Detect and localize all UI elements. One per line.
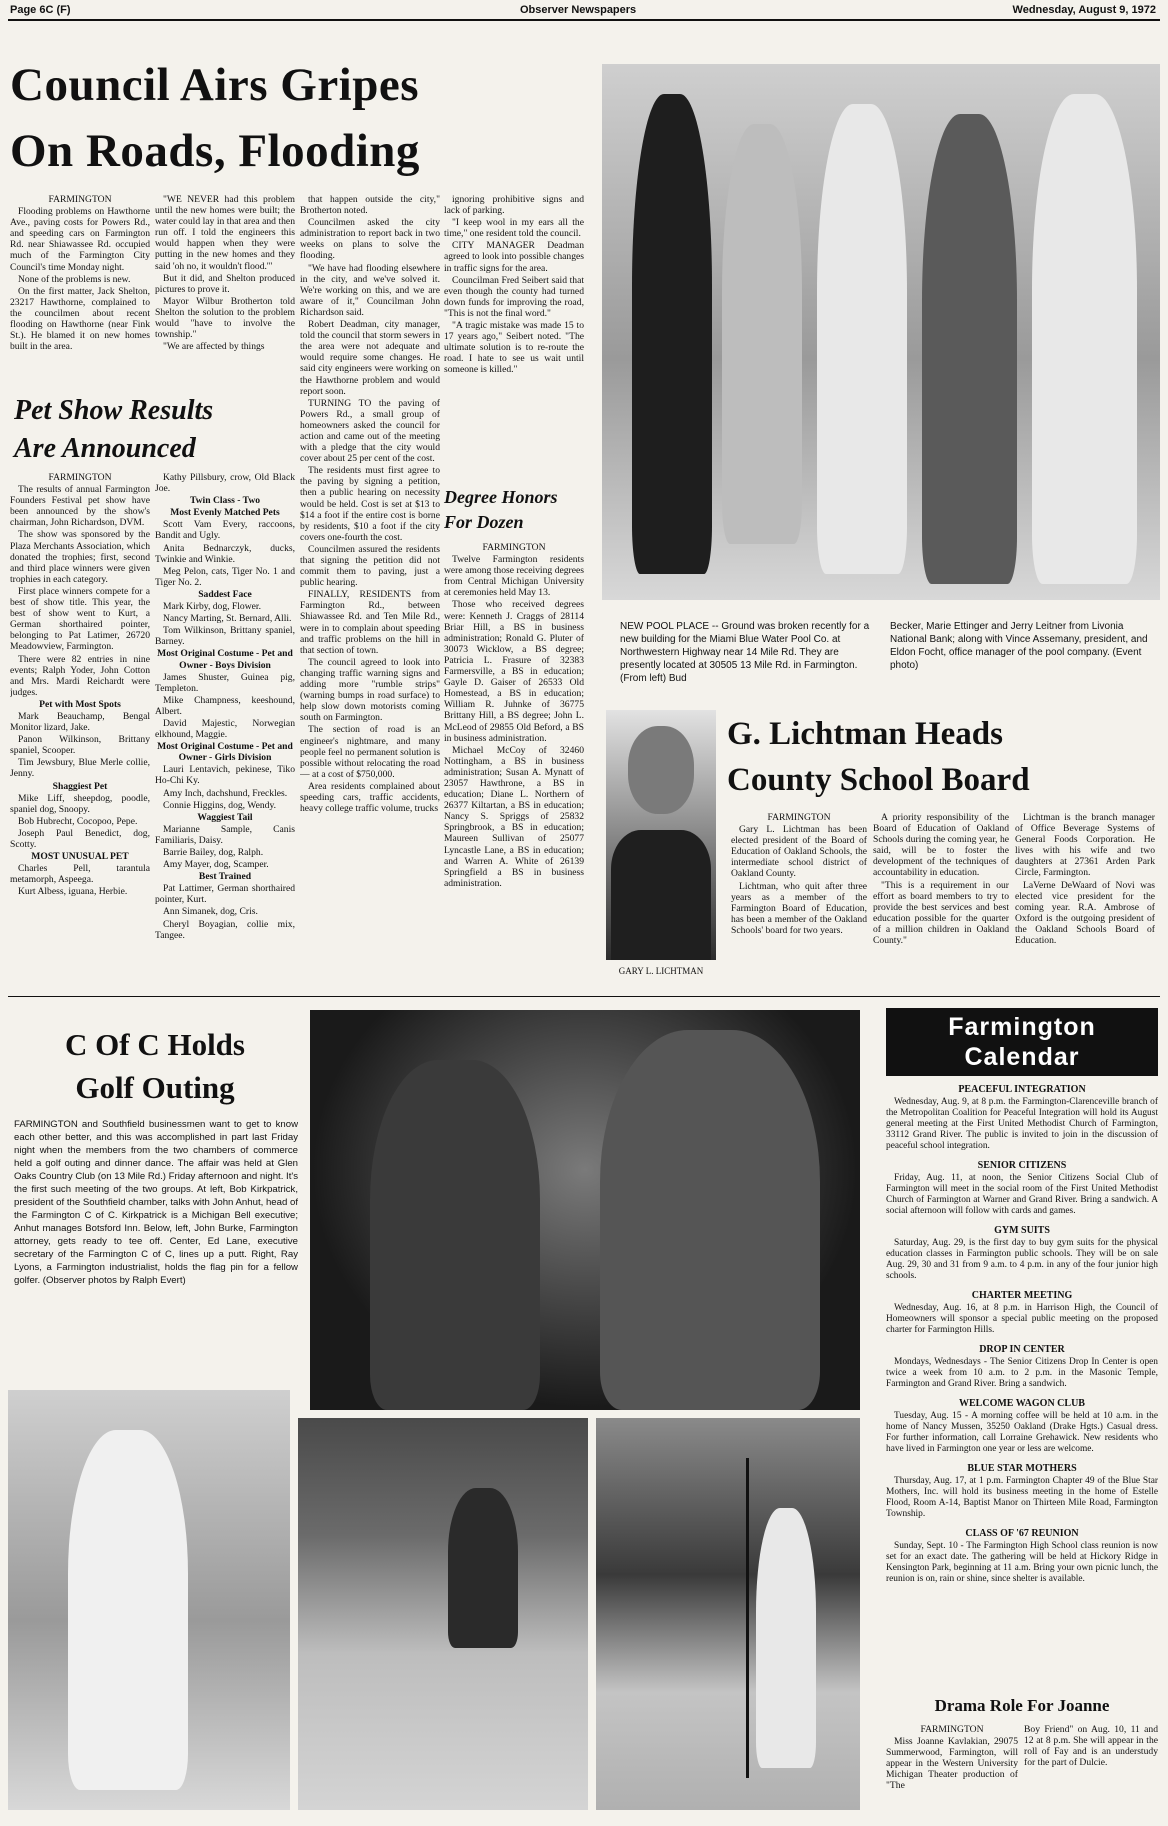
council-column-3 [300,194,440,994]
paragraph: "WE NEVER had this problem until the new homes were built; the water could lay in that area and then run off. I told the engineers this would happen when they were putting in the new homes and they said 'oh no, it wouldn't flood.'" [155,194,295,272]
council-headline-2: On Roads, Flooding [10,125,420,177]
lichtman-headline-1: G. Lichtman Heads [727,716,1003,752]
calendar-item [886,1290,1158,1336]
paragraph: Those who received degrees were: Kenneth J. Craggs of 28114 Briar Hill, a BS in business administration; Ronald G. Pluter of 30073 Wicklow, a BS degree; Patricia L. Frasure of 32383 Farmersville, a BS in education; Gayle D. Gaiser of 26533 Old Homestead, a BS in education; William R. Juhnke of 36775 Brittany Hill, a BS degree; John L. McLeod of 29855 Old Beford, a BS in business administration. [444,599,584,744]
calendar-item-text: Friday, Aug. 11, at noon, the Senior Citizens Social Club of Farmington will meet in the social room of the First United Methodist Church of Farmington at Warner and Grand River. Bring a sandwich. A social afternoon will follow with cards and games. [886,1173,1158,1216]
photo-figure [922,114,1017,584]
golf-headline-1: C Of C Holds [65,1027,245,1062]
entry: Kathy Pillsbury, crow, Old Black Joe. [155,472,295,495]
paragraph: Michael McCoy of 32460 Nottingham, a BS in business administration; Susan A. Mynatt of 23057 Hawthrone, a BS in education; Diane L. Northern of 26377 Kiltartan, a BS in education; Nancy S. Spriggs of 25832 Springbrook, a BS in education; Maureen Sullivan of 25077 Lyncastle Lane, a BS in education; and Warren A. White of 26139 Springfield a BS in business administration. [444,744,584,889]
farmington-calendar [886,1008,1158,1585]
lichtman-portrait [606,710,716,960]
council-column-1 [10,194,150,379]
dateline: FARMINGTON [920,1724,984,1735]
entry: James Shuster, Guinea pig, Templeton. [155,671,295,694]
paragraph: The show was sponsored by the Plaza Merchants Association, which donated the trophies; first, second and third place winners were given trophies in each category. [10,529,150,585]
paragraph: There were 82 entries in nine events; Ralph Yoder, John Cotton and Mrs. Mardi Reichardt were judges. [10,653,150,698]
paragraph: But it did, and Shelton produced pictures to prove it. [155,272,295,295]
entry: Cheryl Boyagian, collie mix, Tangee. [155,918,295,941]
entry: Anita Bednarczyk, ducks, Twinkie and Winkie. [155,542,295,565]
paragraph: Lichtman, who quit after three years as a member of the Farmington Board of Education, has been a member of the Oakland Schools' board for two years. [731,880,867,936]
pool-caption-1: NEW POOL PLACE -- Ground was broken recently for a new building for the Miami Blue Water Pool Co. at Northwestern Highway near 14 Mile Rd. They are presently located at 30505 13 Mile Rd. in Farmington. (From left) Bud [620,621,870,684]
photo-figure [722,124,802,544]
issue-date: Wednesday, August 9, 1972 [1012,4,1156,16]
dateline: FARMINGTON [482,542,546,553]
calendar-items [886,1084,1158,1585]
pet-headline-2: Are Announced [14,433,196,464]
golf-chamber-presidents-photo [310,1010,860,1410]
paragraph: Mayor Wilbur Brotherton told Shelton the solution to the problem would "have to involve the township." [155,295,295,341]
calendar-item-text: Thursday, Aug. 17, at 1 p.m. Farmington Chapter 49 of the Blue Star Mothers, Inc. will hold its business meeting in the home of Estelle Flood, Room A-14, Baptist Manor on Thirteen Mile Road, Farmington Township. [886,1476,1158,1519]
paragraph: CITY MANAGER Deadman agreed to look into possible changes in traffic signs for the area. [444,240,584,274]
photo-figure [817,104,907,574]
paragraph: Twelve Farmington residents were among those receiving degrees from Central Michigan University at ceremonies held May 13. [444,554,584,599]
paragraph: First place winners compete for a best of show title. This year, the best of show went to Kurt, a German shorthaired pointer, belonging to Pat Latimer, 26720 Meadowview, Farmington. [10,585,150,653]
golf-tee-off-photo [8,1390,290,1810]
calendar-item-heading: PEACEFUL INTEGRATION [958,1084,1086,1095]
drama-column-2 [1024,1724,1158,1820]
paragraph: TURNING TO the paving of Powers Rd., a small group of homeowners asked the council for action and came out of the meeting with a pledge that the city would cover about 25 per cent of the cost. [300,397,440,465]
entry: Joseph Paul Benedict, dog, Scotty. [10,827,150,850]
lichtman-column-1 [731,812,867,992]
entry: Panon Wilkinson, Brittany spaniel, Scooper. [10,734,150,757]
photo-figure [448,1488,518,1648]
portrait-face [628,726,694,814]
paragraph: that happen outside the city," Brotherton noted. [300,194,440,217]
calendar-item-heading: CLASS OF '67 REUNION [965,1528,1079,1539]
pet-column-1 [10,472,150,992]
pool-groundbreaking-photo [602,64,1160,600]
golf-caption: FARMINGTON and Southfield businessmen want to get to know each other better, and this was accomplished in part last Friday night when the members from the two chambers of commerce held a golf outing and dinner dance. The affair was held at Glen Oaks Country Club (on 13 Mile Rd.) Friday afternoon and night. It's the first such meeting of the two groups. At left, Bob Kirkpatrick, president of the Southfield chamber, talks with John Anhut, head of the Farmington C of C. Kirkpatrick is a Michigan Bell executive; Anhut manages Botsford Inn. Below, left, John Burke, Farmington attorney, gets ready to tee off. Center, Ed Lane, executive secretary of the Farmington C of C, lines up a putt. Right, Ray Lyons, a Farmington industrialist, holds the flag pin for a fellow golfer. (Observer photos by Ralph Evert) [14,1119,298,1286]
calendar-banner [886,1008,1158,1076]
drama-column-1 [886,1724,1018,1820]
entry: Pat Lattimer, German shorthaired pointer, Kurt. [155,883,295,906]
pool-caption-2: Becker, Marie Ettinger and Jerry Leitner from Livonia National Bank; along with Vince Assemany, president, and Eldon Focht, office manager of the pool company. (Event photo) [890,621,1148,671]
paragraph: The residents must first agree to the paving by signing a petition, then a public hearing on necessity would be held. Cost is set at $13 to $14 a foot if the entire cost is borne by residents, $10 a foot if the city covers one-fourth the cost. [300,465,440,543]
photo-figure [1032,94,1137,584]
paragraph: Robert Deadman, city manager, told the council that storm sewers in the area were not adequate and would require some changes. He said city engineers were working on the Hawthorne problem and would report soon. [300,319,440,397]
entry: Lauri Lentavich, pekinese, Tiko Ho-Chi Ky. [155,764,295,787]
paragraph: Councilman Fred Seibert said that even though the county had turned down funds for improving the road, "This is not the final word." [444,274,584,319]
category-heading: Most Evenly Matched Pets [170,507,280,519]
category-heading: Most Original Costume - Pet and Owner - Boys Division [157,648,293,671]
calendar-item-text: Mondays, Wednesdays - The Senior Citizens Drop In Center is open twice a week from 10 a.m. to 2 p.m. in the Masonic Temple, Farmington and Grand River. Bring a sandwich. [886,1357,1158,1389]
entry: Charles Pell, tarantula metamorph, Aspeega. [10,863,150,886]
entry: Ann Simanek, dog, Cris. [163,906,258,918]
category-heading: Best Trained [198,871,252,883]
photo-figure [370,1060,540,1410]
paragraph: "We have had flooding elsewhere in the city, and we've solved it. We're working on this, and we are aware of it," Councilman John Richardson said. [300,262,440,318]
degree-headline-1: Degree Honors [444,487,558,507]
calendar-title-2: Calendar [964,1043,1080,1071]
calendar-item [886,1225,1158,1282]
lichtman-column-2 [873,812,1009,992]
calendar-item-heading: WELCOME WAGON CLUB [959,1398,1085,1409]
photo-figure [756,1508,816,1768]
paragraph: FINALLY, RESIDENTS from Farmington Rd., between Shiawassee Rd. and Ten Mile Rd., were in to complain about speeding and traffic problems on the hill in that section of town. [300,589,440,656]
paragraph: ignoring prohibitive signs and lack of parking. [444,194,584,217]
paragraph: Councilmen asked the city administration to report back in two weeks on plans to solve the flooding. [300,217,440,262]
dateline: FARMINGTON [48,194,112,205]
category-heading: Twin Class - Two [189,495,261,507]
paper-name: Observer Newspapers [520,4,637,16]
category-heading: Shaggiest Pet [52,780,108,792]
calendar-item-heading: CHARTER MEETING [971,1290,1073,1301]
category-heading: Pet with Most Spots [39,698,121,710]
golf-flag-pin-photo [596,1418,860,1810]
calendar-item [886,1463,1158,1520]
entry: Mike Liff, sheepdog, poodle, spaniel dog, Snoopy. [10,792,150,815]
entry: Tim Jewsbury, Blue Merle collie, Jenny. [10,757,150,780]
calendar-item-heading: GYM SUITS [994,1225,1050,1236]
entry: Meg Pelon, cats, Tiger No. 1 and Tiger No. 2. [155,565,295,588]
entry: Nancy Marting, St. Bernard, Alli. [163,613,292,625]
paragraph: Boy Friend" on Aug. 10, 11 and 12 at 8 p.m. She will appear in the roll of Fay and is an understudy for the part of Dulcie. [1024,1724,1158,1769]
portrait-suit [611,830,711,960]
paragraph: "This is a requirement in our effort as board members to try to provide the best services and best education possible for the quarter of a million children in Oakland County." [873,879,1009,947]
paragraph: On the first matter, Jack Shelton, 23217 Hawthorne, complained to the councilmen about recent flooding on Hawthorne (near Fink St.). He blamed it on new homes built in the area. [10,285,150,353]
entry: Amy Inch, dachshund, Freckles. [163,787,288,799]
entry: Amy Mayer, dog, Scamper. [163,859,269,871]
category-heading: Saddest Face [198,588,252,600]
paragraph: A priority responsibility of the Board of Education of Oakland Schools during the coming year, he said, will be to foster the development of the techniques of accountability in education. [873,812,1009,879]
calendar-item-heading: BLUE STAR MOTHERS [967,1463,1077,1474]
masthead-rule [8,19,1160,21]
entry: Tom Wilkinson, Brittany spaniel, Barney. [155,625,295,648]
lichtman-headline-2: County School Board [727,762,1030,798]
drama-headline: Drama Role For Joanne [934,1696,1110,1715]
pet-headline-1: Pet Show Results [14,395,214,426]
paragraph: "A tragic mistake was made 15 to 17 years ago," Seibert noted. "The ultimate solution is to re-route the road. I hate to see us wait until someone is killed." [444,320,584,376]
calendar-item-heading: SENIOR CITIZENS [977,1160,1067,1171]
category-heading: Waggiest Tail [197,811,253,823]
section-rule [8,996,1160,997]
calendar-item-text: Saturday, Aug. 29, is the first day to buy gym suits for the physical education classes in Farmington public schools. They will be on sale Aug. 29, 30 and 31 from 9 a.m. to 4 p.m. in any of the four junior high schools. [886,1238,1158,1281]
calendar-item [886,1084,1158,1152]
dateline: FARMINGTON [767,812,831,823]
calendar-item [886,1160,1158,1217]
flag-pin [746,1458,749,1778]
paragraph: Gary L. Lichtman has been elected president of the Board of Education of Oakland Schools, the intermediate school district of Oakland County. [731,824,867,880]
calendar-item-text: Tuesday, Aug. 15 - A morning coffee will be held at 10 a.m. in the home of Nancy Mussen, 35250 Oakland (Drake Hgts.) Casual dress. For further information, call Lorraine Grehawick. New residents who have lived in Farmington one year or less are welcome. [886,1411,1158,1454]
dateline: FARMINGTON [48,472,112,483]
entry: Barrie Bailey, dog, Ralph. [163,847,264,858]
paragraph: Flooding problems on Hawthorne Ave., paving costs for Powers Rd., and speeding cars on Farmington Rd. near Shiawassee Rd. occupied much of the Farmington City Council's time Monday night. [10,206,150,273]
paragraph: "We are affected by things [163,341,265,353]
calendar-item-text: Wednesday, Aug. 16, at 8 p.m. in Harrison High, the Council of Homeowners will sponsor a special public meeting on the proposed charter for Farmington Hills. [886,1303,1158,1335]
entry: Scott Vam Every, raccoons, Bandit and Ugly. [155,519,295,542]
council-column-2 [155,194,295,379]
photo-figure [600,1030,820,1410]
calendar-item-text: Sunday, Sept. 10 - The Farmington High School class reunion is now set for an exact date. The gathering will be held at Hickory Ridge in Kensington Park, beginning at 11 a.m. Bring your own picnic lunch, the reunion is on, rain or shine, since shelter is available. [886,1541,1158,1584]
entry: Bob Hubrecht, Cocopoo, Pepe. [18,815,138,827]
entry: Mark Kirby, dog, Flower. [163,601,261,613]
council-headline-1: Council Airs Gripes [10,59,420,111]
golf-headline-2: Golf Outing [75,1070,235,1105]
council-column-4 [444,194,584,469]
paragraph: The results of annual Farmington Founders Festival pet show have been announced by the show's chairman, John Richardson, DVM. [10,484,150,529]
degree-headline-2: For Dozen [444,512,524,532]
paragraph: The council agreed to look into changing traffic warning signs and adding more "rumble strips" (warning bumps in road surface) to help slow down motorists coming south on Farmington. [300,656,440,724]
photo-figure [68,1430,188,1790]
calendar-item [886,1398,1158,1455]
calendar-item [886,1344,1158,1390]
entry: Mike Champness, keeshound, Albert. [155,694,295,717]
category-heading: MOST UNUSUAL PET [31,851,129,863]
category-heading: Most Original Costume - Pet and Owner - Girls Division [157,741,293,764]
entry: Marianne Sample, Canis Familiaris, Daisy. [155,823,295,846]
golf-putt-photo [298,1418,588,1810]
paragraph: LaVerne DeWaard of Novi was elected vice president for the coming year. R.A. Ambrose of Oxford is the outgoing president of the Oakland Schools Board of Education. [1015,879,1155,947]
entry: Kurt Albess, iguana, Herbie. [18,886,128,898]
entry: David Majestic, Norwegian elkhound, Maggie. [155,717,295,741]
calendar-title-1: Farmington [948,1013,1096,1041]
paragraph: "I keep wool in my ears all the time," one resident told the council. [444,217,584,240]
paragraph: Area residents complained about speeding cars, traffic accidents, heavy college traffic volume, trucks [300,780,440,815]
paragraph: Miss Joanne Kavlakian, 29075 Summerwood, Farmington, will appear in the Western University Michigan Theater production of "The [886,1736,1018,1792]
calendar-item [886,1528,1158,1585]
paragraph: None of the problems is new. [18,273,131,285]
degree-body [444,542,584,987]
lichtman-photo-caption: GARY L. LICHTMAN [618,966,704,976]
paragraph: Lichtman is the branch manager of Office Beverage Systems of General Foods Corporation. He lives with his wife and two daughters at 27361 Arden Park Circle, Farmington. [1015,812,1155,879]
paragraph: Councilmen assured the residents that signing the petition did not commit them to paving, just a public hearing. [300,543,440,589]
lichtman-column-3 [1015,812,1155,992]
photo-figure [632,94,712,574]
page-number: Page 6C (F) [10,4,71,16]
paragraph: The section of road is an engineer's nightmare, and many people feel no permanent solution is possible without relocating the road — at a cost of $750,000. [300,724,440,780]
entry: Connie Higgins, dog, Wendy. [163,799,277,811]
pet-column-2 [155,472,295,992]
calendar-item-heading: DROP IN CENTER [979,1344,1065,1355]
calendar-item-text: Wednesday, Aug. 9, at 8 p.m. the Farmington-Clarenceville branch of the Metropolitan Coalition for Peaceful Integration will hold its August general meeting at the First United Methodist Church of Farmington, 33112 Grand River. The public is invited to join in the discussion of peaceful school integration. [886,1097,1158,1151]
entry: Mark Beauchamp, Bengal Monitor lizard, Jake. [10,710,150,734]
